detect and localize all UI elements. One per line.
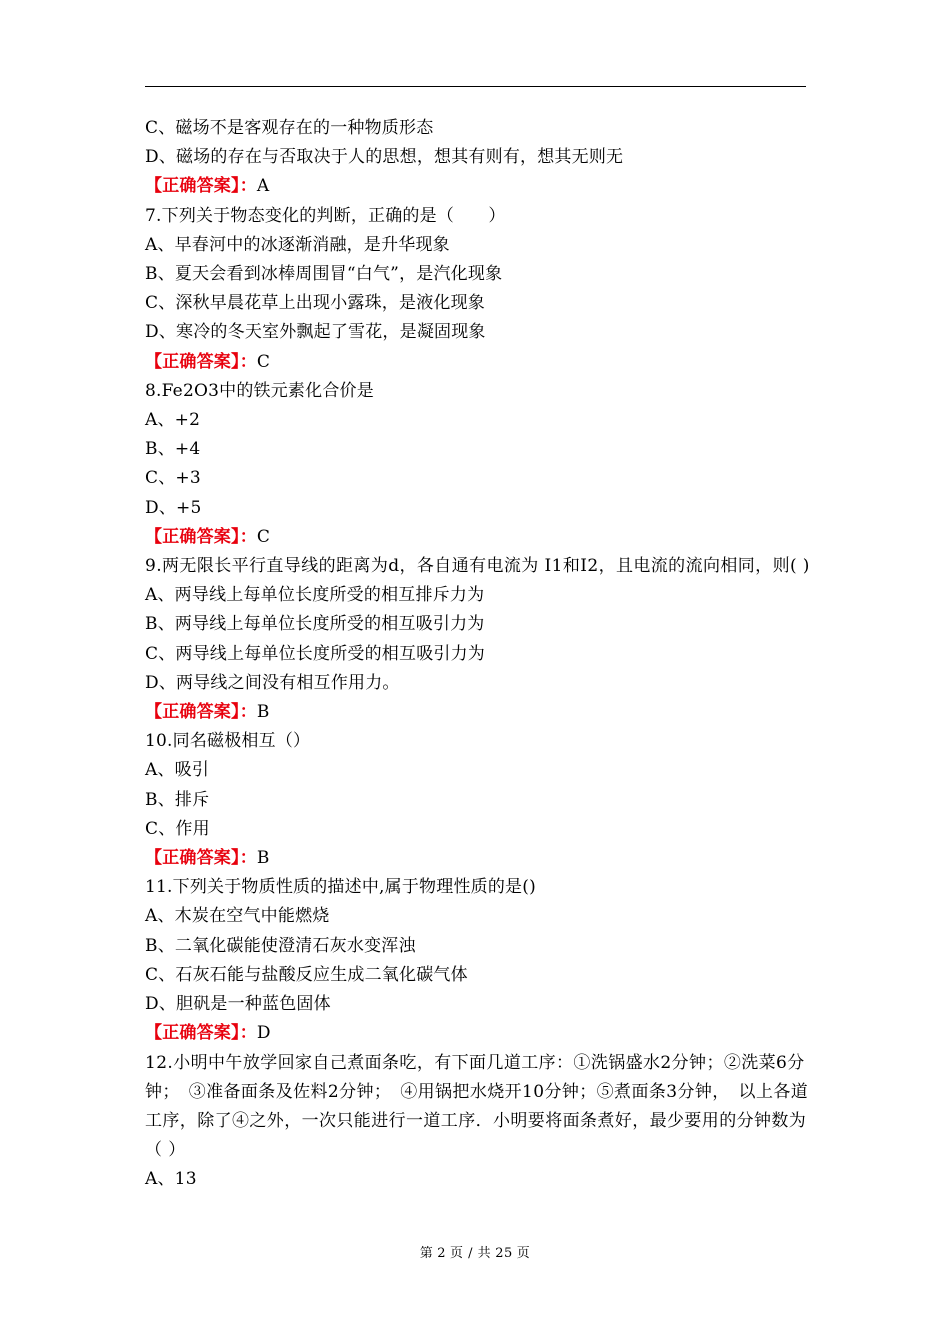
- answer-colon: ：: [239, 1023, 257, 1044]
- footer-mid: 页 / 共: [450, 1246, 492, 1261]
- option-d: D、磁场的存在与否取决于人的思想，想其有则有，想其无则无: [145, 147, 624, 168]
- question-stem: 7.下列关于物态变化的判断，正确的是（ ）: [145, 205, 506, 226]
- option-c: C、磁场不是客观存在的一种物质形态: [145, 118, 434, 138]
- footer-suffix: 页: [516, 1246, 531, 1261]
- option-d: D、+5: [145, 497, 202, 518]
- option-a: A、吸引: [145, 760, 210, 781]
- answer-label: 【正确答案】: [145, 351, 240, 372]
- question-stem: 9.两无限长平行直导线的距离为d，各自通有电流为 I1和I2，且电流的流向相同，则( ): [145, 556, 810, 577]
- answer-label: 【正确答案】: [145, 848, 240, 869]
- option-a: A、早春河中的冰逐渐消融，是升华现象: [145, 234, 450, 255]
- question-stem: 8.Fe2O3中的铁元素化合价是: [145, 380, 374, 401]
- answer-line: [145, 844, 810, 873]
- answer-value: B: [256, 848, 270, 869]
- option-d: D、胆矾是一种蓝色固体: [145, 994, 331, 1015]
- answer-value: C: [256, 526, 271, 547]
- option-c: C、两导线上每单位长度所受的相互吸引力为: [145, 643, 486, 664]
- answer-label: 【正确答案】: [145, 526, 240, 547]
- answer-colon: ：: [239, 351, 257, 372]
- answer-value: C: [256, 351, 271, 372]
- answer-value: D: [256, 1023, 271, 1044]
- answer-line: [145, 172, 810, 201]
- page-footer: [0, 1244, 950, 1264]
- option-b: B、+4: [145, 439, 201, 460]
- option-b: B、排斥: [145, 789, 210, 810]
- option-a: A、木炭在空气中能燃烧: [145, 906, 330, 927]
- question-stem: 12.小明中午放学回家自己煮面条吃，有下面几道工序：①洗锅盛水2分钟；②洗菜6分钟； ③准备面条及佐料2分钟； ④用锅把水烧开10分钟；⑤煮面条3分钟， 以上各道工序，除了④之外，一次只能进行一道工序．小明要将面条煮好，最少要用的分钟数为（ ）: [145, 1052, 809, 1161]
- exam-content: [145, 114, 810, 1195]
- option-d: D、寒冷的冬天室外飘起了雪花，是凝固现象: [145, 322, 486, 343]
- total-pages: 25: [495, 1246, 513, 1261]
- answer-line: [145, 523, 810, 552]
- option-a: A、+2: [145, 410, 201, 431]
- answer-value: A: [256, 176, 270, 197]
- header-rule: [145, 86, 806, 87]
- answer-colon: ：: [239, 702, 257, 723]
- option-b: B、夏天会看到冰棒周围冒“白气”，是汽化现象: [145, 264, 503, 285]
- option-c: C、作用: [145, 818, 210, 839]
- answer-label: 【正确答案】: [145, 176, 240, 197]
- answer-value: B: [256, 702, 270, 723]
- answer-colon: ：: [239, 848, 257, 869]
- option-c: C、石灰石能与盐酸反应生成二氧化碳气体: [145, 964, 468, 985]
- answer-label: 【正确答案】: [145, 702, 240, 723]
- option-a: A、两导线上每单位长度所受的相互排斥力为: [145, 585, 485, 606]
- option-d: D、两导线之间没有相互作用力。: [145, 672, 400, 693]
- question-stem: 10.同名磁极相互（）: [145, 731, 311, 752]
- option-c: C、+3: [145, 468, 201, 489]
- option-c: C、深秋早晨花草上出现小露珠，是液化现象: [145, 293, 486, 314]
- option-a: A、13: [145, 1169, 197, 1190]
- footer-prefix: 第: [419, 1246, 434, 1261]
- answer-colon: ：: [239, 526, 257, 547]
- question-stem: 11.下列关于物质性质的描述中,属于物理性质的是(): [145, 877, 536, 898]
- answer-label: 【正确答案】: [145, 1023, 240, 1044]
- option-b: B、两导线上每单位长度所受的相互吸引力为: [145, 614, 485, 635]
- answer-line: [145, 1019, 810, 1048]
- answer-line: [145, 698, 810, 727]
- answer-line: [145, 348, 810, 377]
- answer-colon: ：: [239, 176, 257, 197]
- option-b: B、二氧化碳能使澄清石灰水变浑浊: [145, 935, 416, 956]
- page-number: 2: [437, 1246, 447, 1261]
